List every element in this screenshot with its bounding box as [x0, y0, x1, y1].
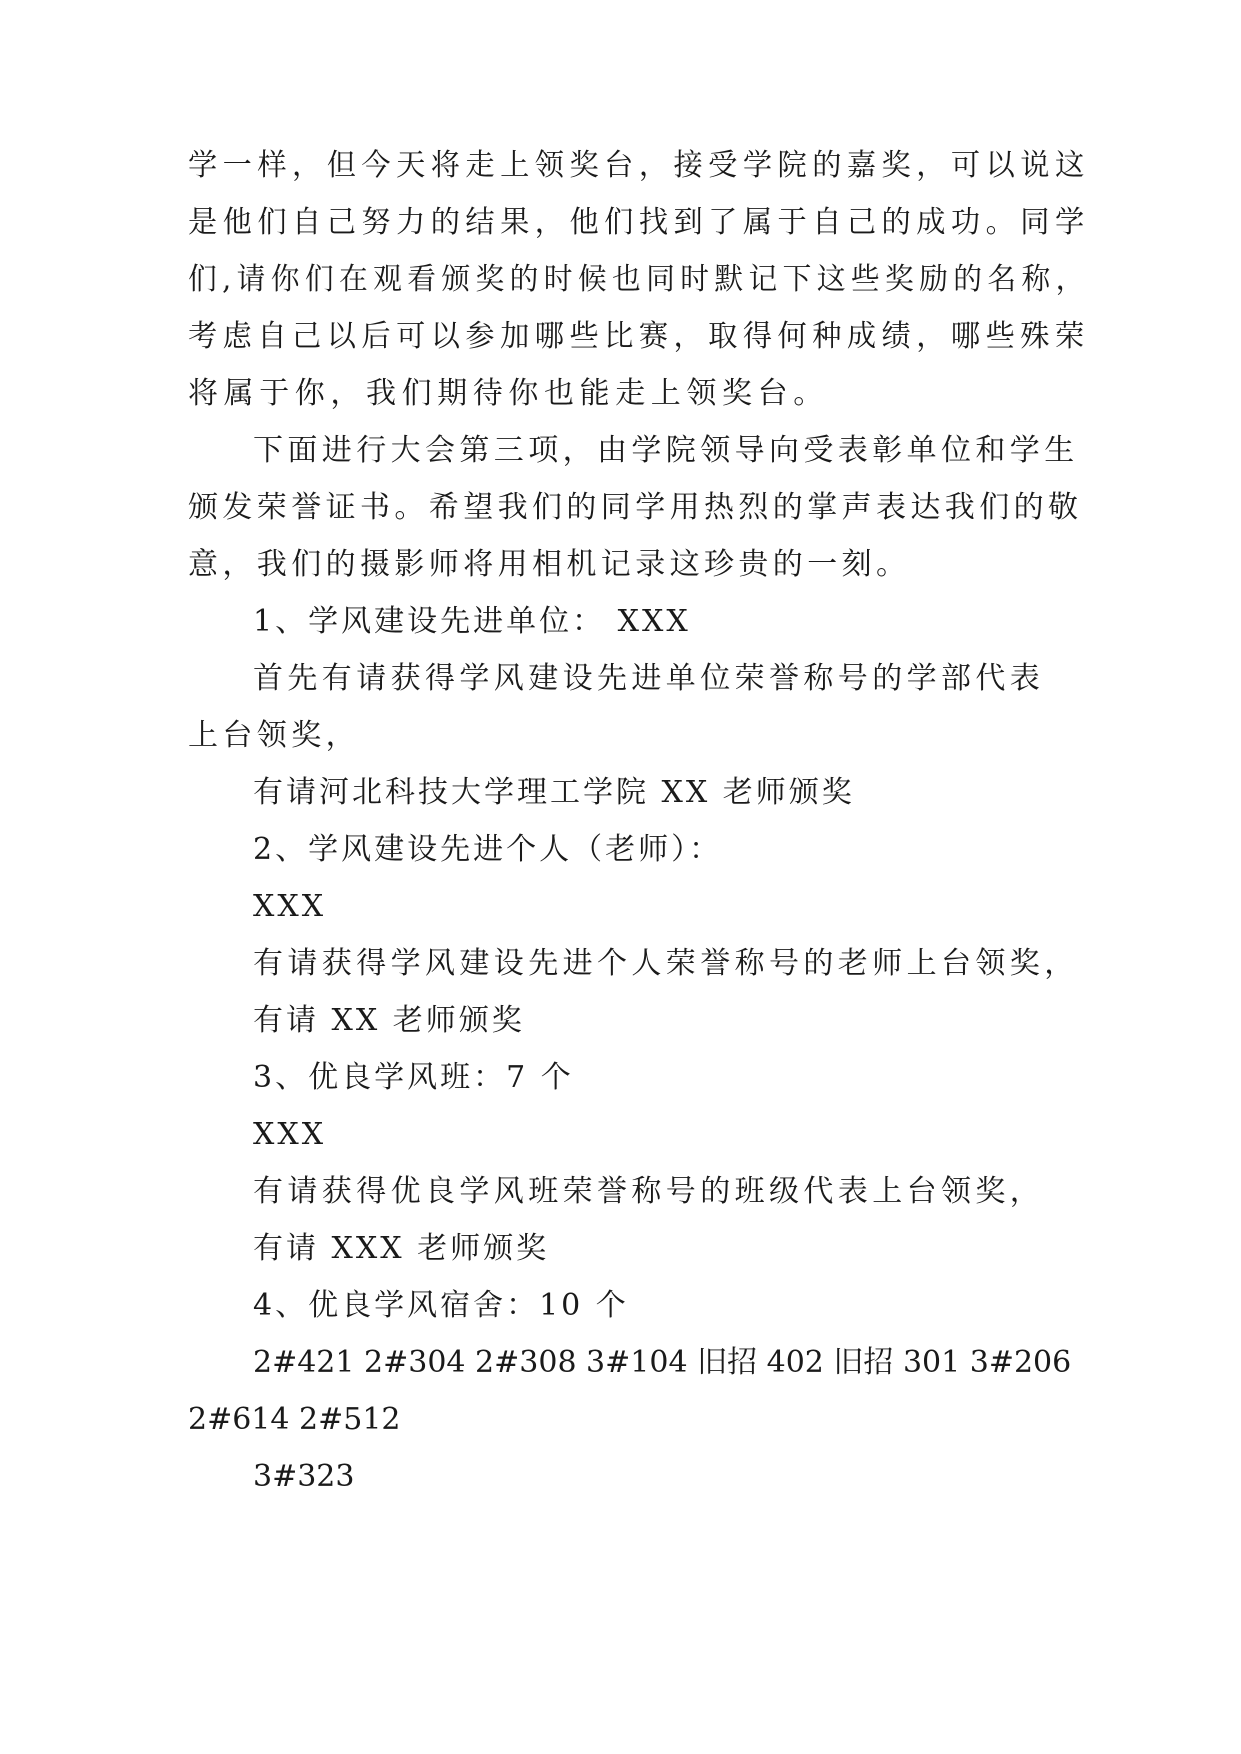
- paragraph-2-line-1: 下面进行大会第三项，由学院领导向受表彰单位和学生: [253, 433, 1079, 468]
- paragraph-2-line-2: 颁发荣誉证书。希望我们的同学用热烈的掌声表达我们的敬: [188, 490, 1083, 525]
- item-4-rooms-line-2: 2#614 2#512: [188, 1402, 401, 1437]
- item-2-name: XXX: [253, 889, 327, 924]
- item-4-rooms-line-1: 2#421 2#304 2#308 3#104 旧招 402 旧招 301 3#206: [253, 1345, 1072, 1380]
- item-3-name: XXX: [253, 1117, 327, 1152]
- item-2-text: 有请获得学风建设先进个人荣誉称号的老师上台领奖，: [253, 946, 1079, 981]
- item-3-heading: 3、优良学风班：7 个: [253, 1060, 574, 1095]
- paragraph-2-line-3: 意，我们的摄影师将用相机记录这珍贵的一刻。: [188, 547, 911, 582]
- paragraph-1-line-1: 学一样，但今天将走上领奖台，接受学院的嘉奖，可以说这: [188, 148, 1090, 183]
- item-1-heading: 1、学风建设先进单位： XXX: [253, 604, 691, 639]
- item-2-heading: 2、学风建设先进个人（老师）：: [253, 832, 723, 867]
- paragraph-1-line-4: 考虑自己以后可以参加哪些比赛，取得何种成绩，哪些殊荣: [188, 319, 1090, 354]
- item-1-presenter: 有请河北科技大学理工学院 XX 老师颁奖: [253, 775, 855, 810]
- paragraph-1-line-3: 们,请你们在观看颁奖的时候也同时默记下这些奖励的名称，: [188, 262, 1090, 297]
- item-1-text-line-2: 上台领奖，: [188, 718, 360, 753]
- item-3-text: 有请获得优良学风班荣誉称号的班级代表上台领奖，: [253, 1174, 1045, 1209]
- paragraph-1-line-2: 是他们自己努力的结果，他们找到了属于自己的成功。同学: [188, 205, 1090, 240]
- item-3-presenter: 有请 XXX 老师颁奖: [253, 1231, 550, 1266]
- item-4-heading: 4、优良学风宿舍：10 个: [253, 1288, 629, 1323]
- item-2-presenter: 有请 XX 老师颁奖: [253, 1003, 525, 1038]
- item-1-text-line-1: 首先有请获得学风建设先进单位荣誉称号的学部代表: [253, 661, 1045, 696]
- item-4-rooms-line-3: 3#323: [253, 1459, 355, 1494]
- paragraph-1-line-5: 将属于你，我们期待你也能走上领奖台。: [188, 376, 829, 411]
